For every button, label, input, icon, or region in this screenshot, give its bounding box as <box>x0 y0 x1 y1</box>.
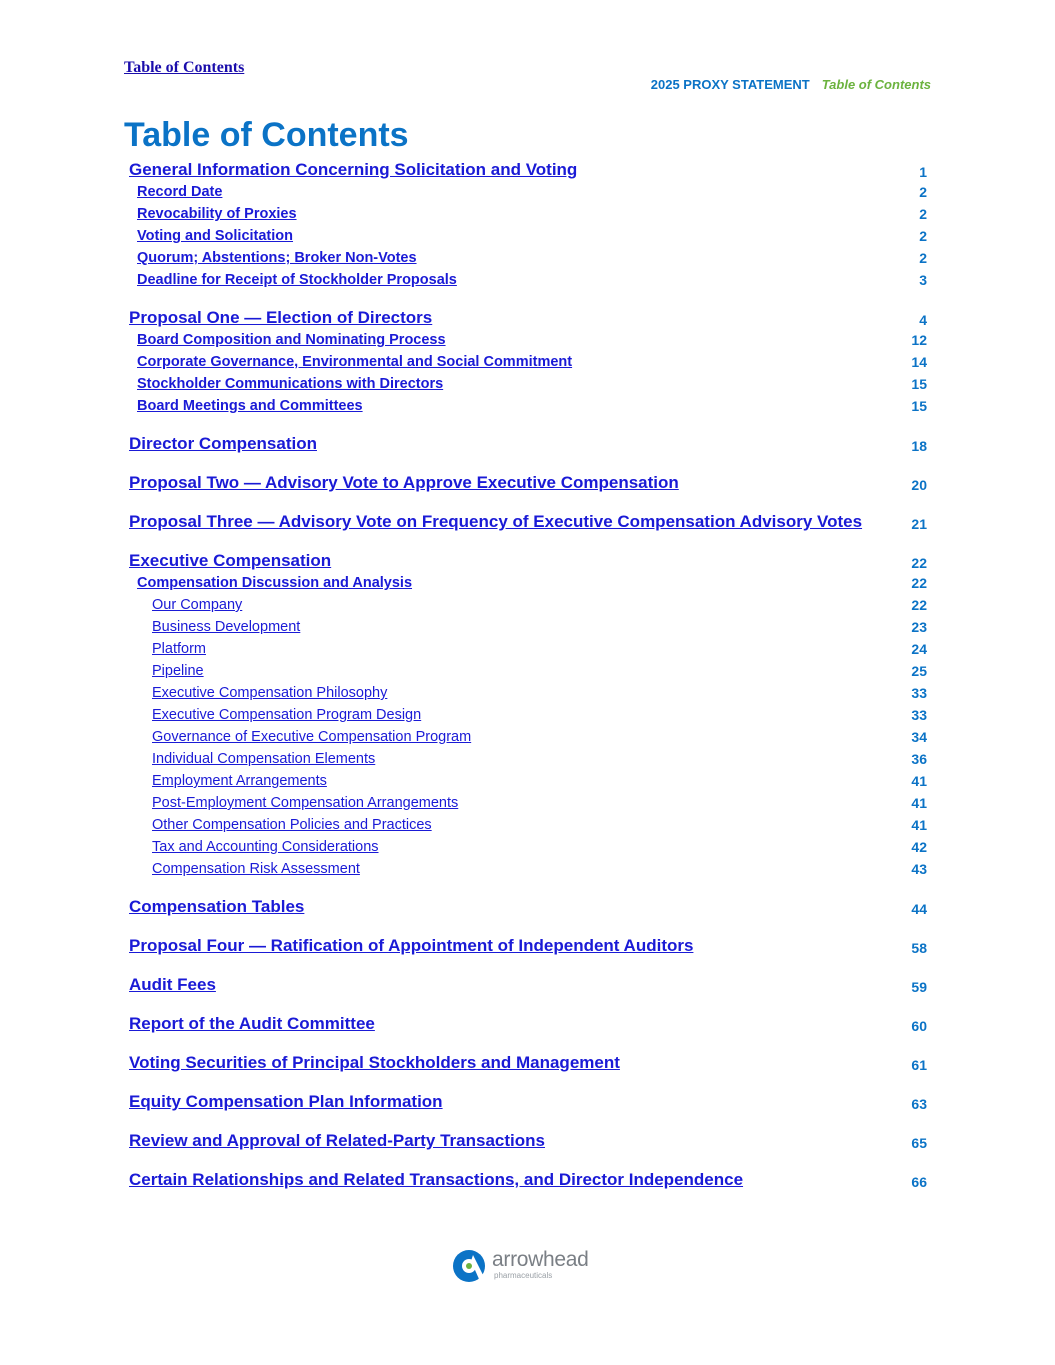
toc-entry-title[interactable]: Employment Arrangements <box>152 773 327 789</box>
toc-entry[interactable] <box>0 575 1055 597</box>
toc-entry-page: 15 <box>911 398 927 414</box>
toc-entry-title[interactable]: Governance of Executive Compensation Program <box>152 729 472 745</box>
toc-entry-title[interactable]: Our Company <box>152 597 243 613</box>
toc-entry[interactable] <box>0 310 1055 332</box>
toc-entry[interactable] <box>0 332 1055 354</box>
toc-entry[interactable] <box>0 398 1055 420</box>
toc-entry[interactable] <box>0 597 1055 619</box>
toc-entry[interactable] <box>0 162 1055 184</box>
toc-entry-title[interactable]: Director Compensation <box>129 434 317 453</box>
toc-entry-page: 14 <box>911 354 927 370</box>
toc-entry-title[interactable]: Executive Compensation <box>129 551 332 570</box>
toc-entry-title[interactable]: Review and Approval of Related-Party Transactions <box>129 1131 545 1150</box>
toc-entry-page: 22 <box>911 575 927 591</box>
toc-entry-title[interactable]: Equity Compensation Plan Information <box>129 1092 443 1111</box>
top-toc-link[interactable]: Table of Contents <box>124 59 245 76</box>
toc-entry-page: 42 <box>911 839 927 855</box>
toc-entry-page: 21 <box>911 516 927 532</box>
toc-entry-title[interactable]: Proposal Four — Ratification of Appointment of Independent Auditors <box>129 936 694 955</box>
toc-entry[interactable] <box>0 839 1055 861</box>
toc-entry-page: 18 <box>911 438 927 454</box>
toc-entry[interactable] <box>0 707 1055 729</box>
toc-entry-page: 24 <box>911 641 927 657</box>
toc-entry[interactable] <box>0 751 1055 773</box>
toc-entry-title[interactable]: Audit Fees <box>129 975 216 994</box>
toc-entry[interactable] <box>0 436 1055 458</box>
toc-entry-page: 59 <box>911 979 927 995</box>
toc-entry[interactable] <box>0 376 1055 398</box>
toc-entry[interactable] <box>0 250 1055 272</box>
toc-entry[interactable] <box>0 228 1055 250</box>
toc-entry-page: 58 <box>911 940 927 956</box>
toc-entry-page: 43 <box>911 861 927 877</box>
toc-entry-title[interactable]: Business Development <box>152 619 301 635</box>
toc-entry-title[interactable]: Report of the Audit Committee <box>129 1014 375 1033</box>
toc-entry-title[interactable]: Other Compensation Policies and Practices <box>152 817 432 833</box>
toc-entry[interactable] <box>0 899 1055 921</box>
toc-entry-title[interactable]: Proposal Two — Advisory Vote to Approve Executive Compensation <box>129 473 679 492</box>
toc-entry-page: 66 <box>911 1174 927 1190</box>
toc-entry-page: 33 <box>911 707 927 723</box>
header-statement: 2025 PROXY STATEMENT <box>650 77 810 92</box>
toc-entry-title[interactable]: Individual Compensation Elements <box>152 751 376 767</box>
toc-entry-page: 3 <box>919 272 927 288</box>
toc-entry-title[interactable]: Record Date <box>137 184 223 200</box>
company-logo <box>452 1249 612 1283</box>
toc-entry-page: 63 <box>911 1096 927 1112</box>
toc-entry-title[interactable]: Certain Relationships and Related Transactions, and Director Independence <box>129 1170 744 1189</box>
toc-entry[interactable] <box>0 1055 1055 1077</box>
toc-entry[interactable] <box>0 1133 1055 1155</box>
toc-entry-title[interactable]: Compensation Discussion and Analysis <box>137 575 413 591</box>
toc-entry-page: 36 <box>911 751 927 767</box>
toc-entry[interactable] <box>0 514 1055 536</box>
toc-entry[interactable] <box>0 817 1055 839</box>
arrowhead-logo-mark-icon <box>452 1249 488 1283</box>
toc-entry[interactable] <box>0 938 1055 960</box>
toc-entry[interactable] <box>0 1094 1055 1116</box>
toc-entry-title[interactable]: Stockholder Communications with Directors <box>137 376 444 392</box>
toc-entry-page: 22 <box>911 555 927 571</box>
toc-entry-title[interactable]: Compensation Risk Assessment <box>152 861 360 877</box>
toc-entry[interactable] <box>0 977 1055 999</box>
toc-entry-title[interactable]: Post-Employment Compensation Arrangements <box>152 795 459 811</box>
toc-entry-title[interactable]: Voting Securities of Principal Stockholders and Management <box>129 1053 620 1072</box>
toc-entry-title[interactable]: Executive Compensation Program Design <box>152 707 422 723</box>
toc-entry-page: 2 <box>919 206 927 222</box>
toc-entry-page: 22 <box>911 597 927 613</box>
toc-entry-title[interactable]: Quorum; Abstentions; Broker Non-Votes <box>137 250 417 266</box>
toc-entry-page: 44 <box>911 901 927 917</box>
toc-entry-title[interactable]: Tax and Accounting Considerations <box>152 839 379 855</box>
toc-entry-title[interactable]: Revocability of Proxies <box>137 206 297 222</box>
toc-entry[interactable] <box>0 206 1055 228</box>
toc-entry-title[interactable]: Platform <box>152 641 206 657</box>
toc-entry-page: 41 <box>911 817 927 833</box>
toc-entry-page: 2 <box>919 184 927 200</box>
logo-tagline: pharmaceuticals <box>494 1271 553 1280</box>
toc-entry-page: 61 <box>911 1057 927 1073</box>
toc-entry-title[interactable]: Executive Compensation Philosophy <box>152 685 388 701</box>
toc-entry-title[interactable]: Board Meetings and Committees <box>137 398 363 414</box>
toc-entry[interactable] <box>0 663 1055 685</box>
toc-entry-page: 2 <box>919 250 927 266</box>
toc-entry-page: 65 <box>911 1135 927 1151</box>
toc-entry-page: 15 <box>911 376 927 392</box>
toc-entry[interactable] <box>0 1016 1055 1038</box>
toc-entry-page: 12 <box>911 332 927 348</box>
toc-entry[interactable] <box>0 619 1055 641</box>
toc-entry[interactable] <box>0 685 1055 707</box>
toc-entry-page: 41 <box>911 773 927 789</box>
toc-entry-title[interactable]: Deadline for Receipt of Stockholder Proposals <box>137 272 457 288</box>
toc-entry-page: 34 <box>911 729 927 745</box>
header-section: Table of Contents <box>821 77 931 92</box>
toc-entry[interactable] <box>0 553 1055 575</box>
toc-entry-title[interactable]: General Information Concerning Solicitation and Voting <box>129 160 578 179</box>
toc-entry-title[interactable]: Voting and Solicitation <box>137 228 294 244</box>
toc-entry-title[interactable]: Compensation Tables <box>129 897 305 916</box>
logo-wordmark: arrowhead <box>492 1248 589 1271</box>
toc-entry-page: 1 <box>919 164 927 180</box>
toc-entry[interactable] <box>0 1172 1055 1194</box>
page-title: Table of Contents <box>124 116 409 154</box>
toc-entry-page: 41 <box>911 795 927 811</box>
toc-entry[interactable] <box>0 354 1055 376</box>
toc-entry-title[interactable]: Proposal Three — Advisory Vote on Frequency of Executive Compensation Advisory Votes <box>129 512 863 531</box>
toc-entry[interactable] <box>0 795 1055 817</box>
toc-entry[interactable] <box>0 272 1055 294</box>
toc-entry-title[interactable]: Corporate Governance, Environmental and Social Commitment <box>137 354 573 370</box>
toc-entry[interactable] <box>0 773 1055 795</box>
toc-entry[interactable] <box>0 729 1055 751</box>
toc-entry[interactable] <box>0 475 1055 497</box>
toc-entry-page: 4 <box>919 312 927 328</box>
toc-entry-title[interactable]: Board Composition and Nominating Process <box>137 332 446 348</box>
toc-entry[interactable] <box>0 641 1055 663</box>
toc-entry-page: 2 <box>919 228 927 244</box>
toc-entry-page: 60 <box>911 1018 927 1034</box>
toc-entry-title[interactable]: Pipeline <box>152 663 204 679</box>
toc-entry-page: 20 <box>911 477 927 493</box>
toc-entry-page: 23 <box>911 619 927 635</box>
toc-entry-page: 25 <box>911 663 927 679</box>
toc-entry-title[interactable]: Proposal One — Election of Directors <box>129 308 433 327</box>
toc-entry[interactable] <box>0 861 1055 883</box>
toc-entry-page: 33 <box>911 685 927 701</box>
toc-entry[interactable] <box>0 184 1055 206</box>
